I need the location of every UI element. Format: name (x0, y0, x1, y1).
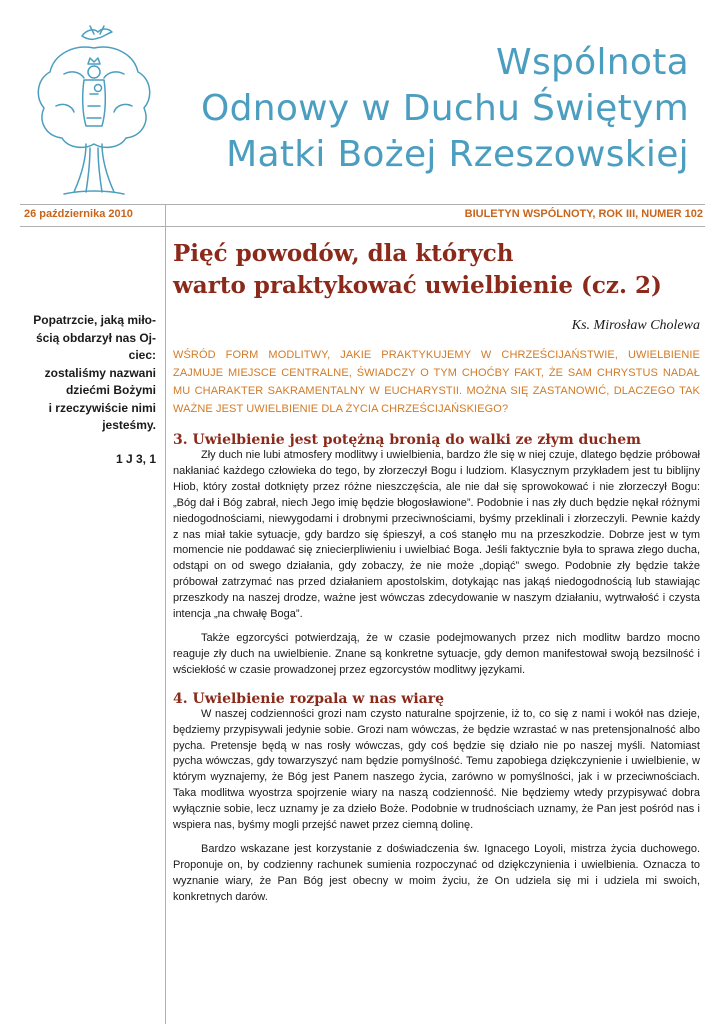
article-lead: WŚRÓD FORM MODLITWY, JAKIE PRAKTYKUJEMY W CHRZEŚCIJAŃSTWIE, UWIELBIENIE ZAJMUJE MIEJSCE CENTRALNE, ŚWIADCZY O TYM CHOĆBY FAKT, ŻE SAM CHRYSTUS NADAŁ MU CHARAKTER SAKRAMENTALNY W EUCHARYSTII. MOŻNA SIĘ ZASTANOWIĆ, DLACZEGO TAK WAŻNE JEST UWIELBIENIE DLA ŻYCIA CHRZEŚCIJAŃSKIEGO? (173, 349, 700, 415)
tree-madonna-logo-icon (24, 14, 164, 204)
quote-line: jesteśmy. (102, 418, 156, 432)
quote-line: ścią obdarzył nas Oj- (35, 330, 156, 345)
article-title-line: Pięć powodów, dla których (173, 240, 514, 267)
column-divider (165, 205, 166, 1024)
quote-line: i rzeczywiście nimi (48, 400, 156, 415)
issue-number: BIULETYN WSPÓLNOTY, ROK III, NUMER 102 (464, 208, 703, 220)
paragraph: W naszej codzienności grozi nam czysto naturalne spojrzenie, iż to, co się z nami i wokół nas dzieje, będziemy przypisywali jedynie sobie. Grozi nam wówczas, że będzie wzrastać w nas pretensjonalność albo pycha. Pretensje będą w nas rosły wówczas, gdy coś będzie się działo nie po naszej myśli. Natomiast pycha wówczas, gdy towarzyszyć nam będzie pomyślność. Temu zapobiega dziękczynienie i uwielbienie, w którym wyznajemy, że Bóg jest Panem naszego życia, zarówno w pomyślności, jak i w przeciwnościach. Taka modlitwa wyostrza spojrzenie wiary na naszą codzienność. Nie będziemy wtedy przypisywać dobra wyłącznie sobie, lecz uznamy je za dzieło Boże. Podobnie w trudnościach uznamy, że Pan jest pośród nas i wspiera nas, byśmy mogli przejść nawet przez ciemną dolinę. (173, 707, 700, 832)
header-title-line: Matki Bożej Rzeszowskiej (226, 134, 689, 175)
quote-reference: 1 J 3, 1 (115, 451, 156, 466)
article-title-line: warto praktykować uwielbienie (cz. 2) (173, 272, 662, 299)
community-logo (24, 14, 164, 204)
issue-bar (24, 208, 703, 224)
article-title (173, 238, 700, 302)
top-divider (20, 204, 705, 205)
paragraph: Bardzo wskazane jest korzystanie z doświadczenia św. Ignacego Loyoli, mistrza życia duchowego. Proponuje on, by codzienny rachunek sumienia rozpoczynać od dziękczynienia i uwielbienia. Oznacza to wyznanie wiary, że Pan Bóg jest obecny w moim życiu, że On udziela się mi i udziela mi swoich, konkretnych darów. (173, 842, 700, 903)
quote-line: Popatrzcie, jaką miło- (33, 313, 156, 327)
issue-date: 26 października 2010 (24, 208, 133, 220)
quote-line: dziećmi Bożymi (65, 383, 156, 397)
paragraph: Także egzorcyści potwierdzają, że w czasie podejmowanych przez nich modlitw bardzo mocno reaguje zły duch na uwielbienie. Znane są konkretne sytuacje, gdy demon manifestował swoją bezsilność i wściekłość w czasie prowadzonej przez egzorcystów modlitwy językami. (173, 631, 700, 676)
section-heading: 3. Uwielbienie jest potężną bronią do walki ze złym duchem (173, 432, 641, 448)
quote-line: ciec: (128, 348, 156, 362)
quote-line: zostaliśmy nazwani (44, 365, 156, 380)
bar-divider (20, 226, 705, 227)
article (173, 238, 700, 906)
paragraph: Zły duch nie lubi atmosfery modlitwy i uwielbienia, bardzo źle się w niej czuje, dlatego będzie próbował nakłaniać każdego człowieka do tego, by złorzeczył Bogu i ludziom. Klasycznym przykładem jest tu biblijny Hiob, który został dotknięty przez różne nieszczęścia, ale nie dał się sprowokować i nie złorzeczył Bogu: „Bóg dał i Bóg zabrał, niech Jego imię będzie błogosławione”. Podobnie i nas zły duch będzie nękał różnymi niedogodnościami, niewygodami i drobnymi przeciwnościami, byśmy przeklinali i złorzeczyli. Pewnie każdy z nas miał takie sytuacje, gdy bardzo się śpieszył, a coś stanęło mu na przeszkodzie. Dobrze jest w tym momencie nie poddawać się zniecierpliwieniu i uwielbiać Boga. Jeśli faktycznie była to sprawa złego ducha, odstąpi on od swego działania, gdy zobaczy, że nie może „dopiąć” swego. Podobnie zły będzie także próbował zatrzymać nas przed działaniem apostolskim, dotykając nas jakąś niedogodnością lub stawiając przeszkody na naszej drodze, ważne jest wówczas zdecydowanie w naszym działaniu, wytrwałość i czysta intencja „na chwałę Boga”. (173, 449, 700, 621)
header-title-line: Odnowy w Duchu Świętym (200, 88, 689, 129)
sidebar-quote (24, 312, 156, 468)
header-title (201, 40, 689, 178)
header-title-line: Wspólnota (496, 42, 689, 83)
section-heading: 4. Uwielbienie rozpala w nas wiarę (173, 690, 445, 707)
article-author: Ks. Mirosław Cholewa (571, 318, 700, 333)
